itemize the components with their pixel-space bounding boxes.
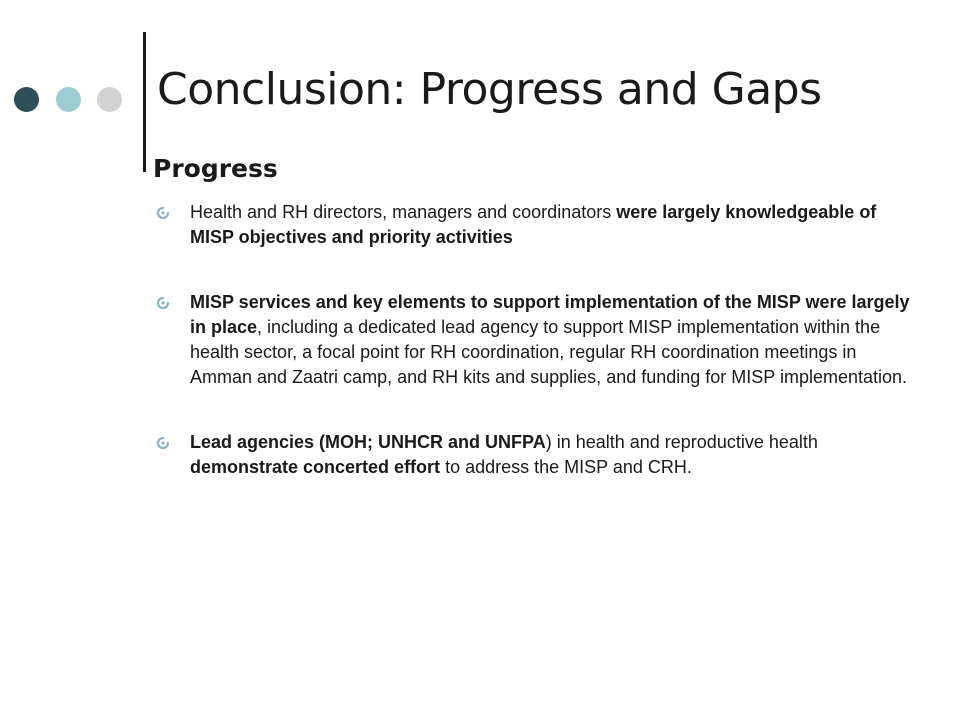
decor-dot-dark — [14, 87, 39, 112]
swirl-bullet-icon — [156, 296, 170, 310]
swirl-bullet-icon — [156, 436, 170, 450]
bullet-text — [190, 202, 876, 247]
decor-dot-teal — [56, 87, 81, 112]
title-divider-line — [143, 32, 146, 172]
slide-title: Conclusion: Progress and Gaps — [157, 64, 822, 115]
bullet-item — [150, 430, 910, 480]
bullet-text-run-bold: MISP services and key elements to support implementation of the MISP were largely in place — [190, 292, 910, 337]
bullet-list — [150, 200, 910, 480]
section-heading-progress: Progress — [153, 154, 278, 183]
bullet-text-run-bold: demonstrate concerted effort — [190, 457, 441, 477]
bullet-text — [190, 292, 910, 387]
bullet-text-run: ) in health and reproductive health — [545, 432, 818, 452]
decor-dot-light — [97, 87, 122, 112]
bullet-text-run: Health and RH directors, managers and coordinators — [190, 202, 617, 222]
swirl-bullet-icon — [156, 206, 170, 220]
bullet-item — [150, 200, 910, 250]
bullet-text-run-bold: Lead agencies (MOH; UNHCR and UNFPA — [190, 432, 546, 452]
bullet-text — [190, 432, 818, 477]
bullet-text-run: , including a dedicated lead agency to support MISP implementation within the health sector, a focal point for RH coordination, regular RH coordination meetings in Amman and Zaatri camp, and RH kits and supplies, and funding for MISP implementation. — [190, 317, 908, 387]
bullet-item — [150, 290, 910, 390]
bullet-text-run: to address the MISP and CRH. — [440, 457, 692, 477]
bullet-text-run-bold: were largely knowledgeable of MISP objectives and priority activities — [190, 202, 877, 247]
